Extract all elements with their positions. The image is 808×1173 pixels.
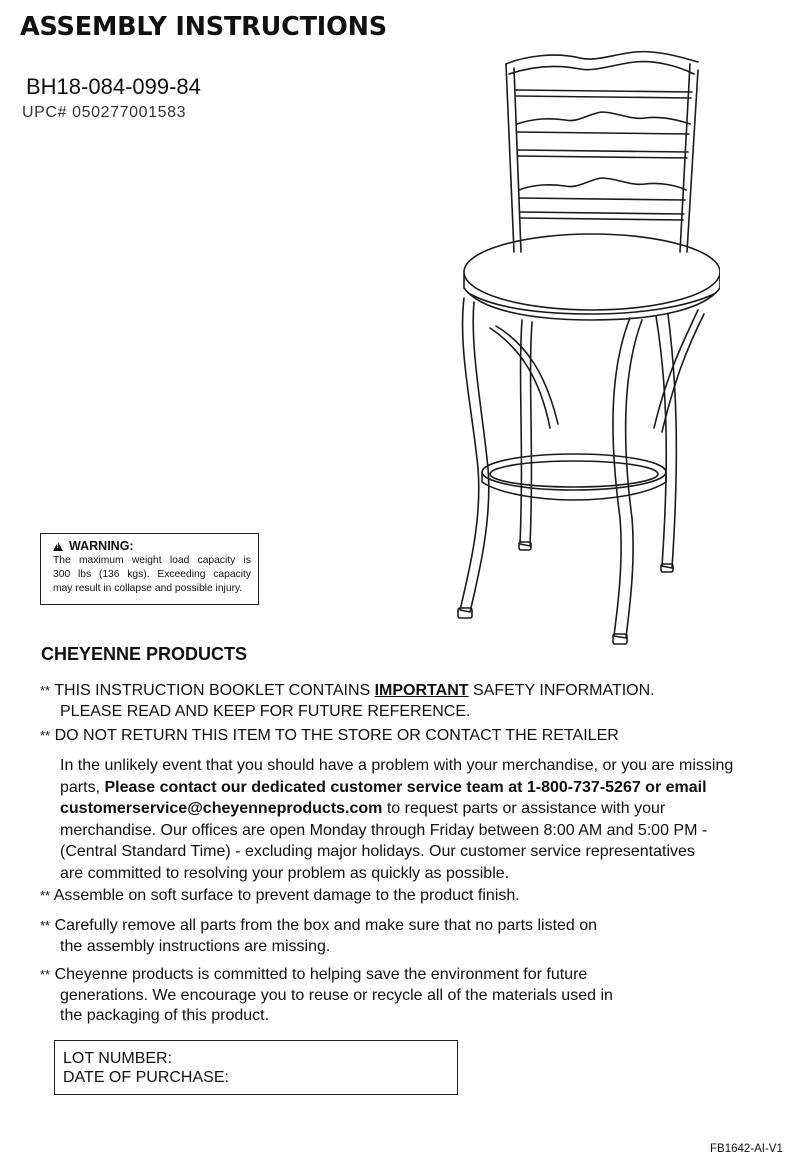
contact-phone-text: Please contact our dedicated customer service team at 1-800-737-5267 or email (104, 778, 707, 796)
notice-do-not-return (40, 726, 619, 747)
notice-remove-parts (40, 916, 597, 957)
notice-booklet (40, 681, 655, 722)
company-name: CHEYENNE PRODUCTS (41, 644, 248, 664)
notice-marker: ** (40, 888, 51, 903)
lot-number-label: LOT NUMBER: (63, 1050, 173, 1067)
notice-marker: ** (40, 967, 51, 982)
notice-text: PLEASE READ AND KEEP FOR FUTURE REFERENCE. (60, 702, 471, 720)
bar-stool-illustration (430, 48, 720, 648)
contact-line: to request parts or assistance with your (382, 800, 666, 817)
warning-line: 300 lbs (136 kgs). Exceeding capacity (53, 569, 251, 580)
notice-text: the assembly instructions are missing. (60, 937, 331, 955)
contact-line: In the unlikely event that you should have a problem with your merchandise, or you are missing (60, 757, 734, 774)
notice-environment (40, 965, 613, 1027)
contact-line: merchandise. Our offices are open Monday through Friday between 8:00 AM and 5:00 PM - (60, 821, 708, 839)
notice-contact (60, 755, 733, 884)
warning-line: may result in collapse and possible injury. (53, 583, 243, 594)
important-emphasis: IMPORTANT (374, 682, 469, 699)
contact-line: (Central Standard Time) - excluding major holidays. Our customer service representatives (60, 843, 695, 860)
notice-text: THIS INSTRUCTION BOOKLET CONTAINS (54, 682, 375, 699)
notice-text: generations. We encourage you to reuse or recycle all of the materials used in (60, 986, 613, 1004)
notice-marker: ** (40, 683, 51, 698)
notice-text: Carefully remove all parts from the box and make sure that no parts listed on (54, 917, 598, 934)
warning-heading-text: WARNING: (69, 539, 134, 553)
warning-triangle-icon (53, 542, 63, 551)
notice-text: Cheyenne products is committed to helping save the environment for future (54, 966, 588, 983)
warning-text (53, 554, 251, 596)
lot-record-box (54, 1040, 458, 1095)
warning-heading (53, 539, 251, 553)
document-title: ASSEMBLY INSTRUCTIONS (20, 12, 387, 42)
contact-line: are committed to resolving your problem as quickly as possible. (60, 864, 510, 882)
notice-text: SAFETY INFORMATION. (468, 682, 655, 699)
upc-code: UPC# 050277001583 (22, 104, 187, 121)
date-of-purchase-label: DATE OF PURCHASE: (63, 1069, 229, 1086)
notice-text: DO NOT RETURN THIS ITEM TO THE STORE OR CONTACT THE RETAILER (54, 727, 619, 744)
notice-text: Assemble on soft surface to prevent damage to the product finish. (53, 887, 520, 904)
warning-line: The maximum weight load capacity is (53, 555, 251, 566)
notice-marker: ** (40, 728, 51, 743)
contact-email: customerservice@cheyenneproducts.com (60, 800, 383, 817)
document-code: FB1642-AI-V1 (710, 1143, 783, 1155)
notice-text: the packaging of this product. (60, 1007, 270, 1024)
notice-soft-surface (40, 886, 520, 907)
warning-box (40, 533, 259, 605)
model-number: BH18-084-099-84 (26, 74, 201, 99)
notice-marker: ** (40, 918, 51, 933)
contact-line: parts, (60, 778, 105, 796)
